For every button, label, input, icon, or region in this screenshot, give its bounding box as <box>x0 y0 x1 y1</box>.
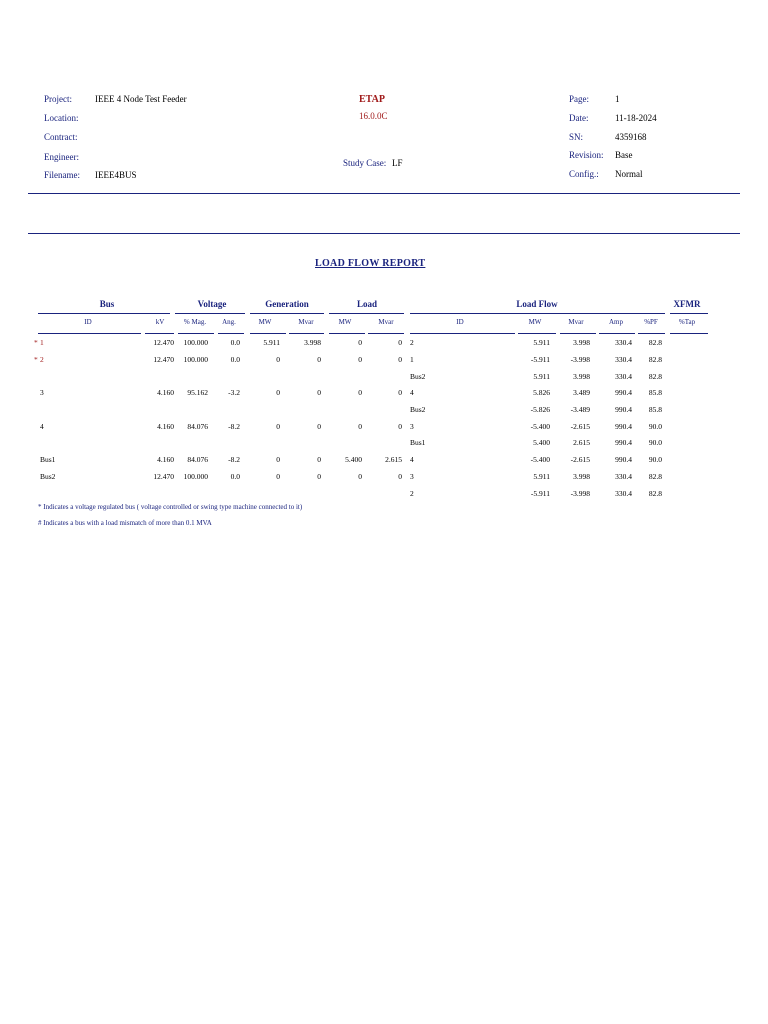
col-ang: Ang. <box>222 318 236 326</box>
cell-lf-mvar: -3.489 <box>570 405 590 414</box>
cell-load-mw: 0 <box>358 388 362 397</box>
cell-lf-mw: 5.911 <box>533 338 550 347</box>
col-load-mw: MW <box>338 318 352 326</box>
cell-pf: 82.8 <box>648 472 662 481</box>
cell-lf-mvar: 3.998 <box>573 338 590 347</box>
cell-kv: 4.160 <box>157 388 174 397</box>
cell-ang: -8.2 <box>228 422 240 431</box>
header-label-3: Engineer: <box>44 152 79 162</box>
col-gen-mvar-underline <box>289 333 324 334</box>
cell-mag: 95.162 <box>187 388 208 397</box>
app-version: 16.0.0C <box>359 111 388 121</box>
cell-lf-id: 3 <box>410 472 414 481</box>
cell-pf: 85.8 <box>648 405 662 414</box>
cell-load-mw: 0 <box>358 338 362 347</box>
cell-load-mw: 5.400 <box>345 455 362 464</box>
cell-gen-mw: 0 <box>276 355 280 364</box>
cell-gen-mvar: 0 <box>317 355 321 364</box>
cell-amp: 330.4 <box>615 338 632 347</box>
col-pf-underline <box>638 333 665 334</box>
cell-amp: 990.4 <box>615 438 632 447</box>
cell-amp: 330.4 <box>615 355 632 364</box>
cell-pf: 82.8 <box>648 338 662 347</box>
col-lf-id-underline <box>410 333 515 334</box>
cell-lf-mvar: -2.615 <box>570 422 590 431</box>
header-label-1: Location: <box>44 113 79 123</box>
cell-lf-id: 2 <box>410 489 414 498</box>
cell-amp: 330.4 <box>615 489 632 498</box>
cell-lf-mw: -5.826 <box>530 405 550 414</box>
col-id: ID <box>84 318 92 326</box>
cell-gen-mvar: 0 <box>317 472 321 481</box>
cell-mag: 100.000 <box>183 472 208 481</box>
xfmr-underline <box>670 313 708 314</box>
header-right-value-4: Normal <box>615 169 643 179</box>
cell-load-mvar: 0 <box>398 355 402 364</box>
header-right-label-0: Page: <box>569 94 589 104</box>
col-load-mw-underline <box>329 333 365 334</box>
cell-lf-mvar: -3.998 <box>570 489 590 498</box>
col-load-mvar-underline <box>368 333 404 334</box>
group-voltage: Voltage <box>197 299 227 309</box>
cell-amp: 330.4 <box>615 472 632 481</box>
cell-lf-mw: -5.400 <box>530 455 550 464</box>
voltage-underline <box>175 313 245 314</box>
header-right-label-3: Revision: <box>569 150 604 160</box>
col-amp: Amp <box>609 318 623 326</box>
cell-ang: -8.2 <box>228 455 240 464</box>
cell-ang: 0.0 <box>230 355 240 364</box>
col-lf-mvar: Mvar <box>568 318 584 326</box>
col-ang-underline <box>218 333 244 334</box>
col-tap: %Tap <box>678 318 696 326</box>
cell-pf: 82.8 <box>648 489 662 498</box>
cell-pf: 82.8 <box>648 372 662 381</box>
cell-load-mw: 0 <box>358 422 362 431</box>
load-flow-underline <box>410 313 665 314</box>
cell-lf-mvar: -2.615 <box>570 455 590 464</box>
cell-lf-id: Bus2 <box>410 405 426 414</box>
cell-kv: 12.470 <box>153 472 174 481</box>
col-gen-mw: MW <box>258 318 272 326</box>
note-load-mismatch: # Indicates a bus with a load mismatch of more than 0.1 MVA <box>38 519 212 527</box>
cell-lf-mw: 5.911 <box>533 472 550 481</box>
cell-amp: 990.4 <box>615 422 632 431</box>
col-lf-mw-underline <box>518 333 556 334</box>
cell-load-mvar: 2.615 <box>385 455 402 464</box>
cell-kv: 4.160 <box>157 422 174 431</box>
group-load-flow: Load Flow <box>516 299 558 309</box>
group-load: Load <box>356 299 377 309</box>
note-voltage-regulated: * Indicates a voltage regulated bus ( voltage controlled or swing type machine connected to it) <box>38 503 303 511</box>
cell-gen-mw: 0 <box>276 472 280 481</box>
cell-lf-mvar: 3.998 <box>573 372 590 381</box>
cell-id: 3 <box>40 388 44 397</box>
cell-lf-id: Bus1 <box>410 438 426 447</box>
cell-gen-mvar: 0 <box>317 455 321 464</box>
cell-mag: 100.000 <box>183 355 208 364</box>
header-label-0: Project: <box>44 94 72 104</box>
header-label-2: Contract: <box>44 132 78 142</box>
cell-load-mvar: 0 <box>398 472 402 481</box>
study-case-label: Study Case: <box>343 158 387 168</box>
header-right-value-1: 11-18-2024 <box>615 113 657 123</box>
cell-id: 1 <box>40 338 44 347</box>
cell-gen-mw: 0 <box>276 388 280 397</box>
app-name: ETAP <box>359 94 385 105</box>
header-divider-top <box>28 193 740 194</box>
cell-kv: 12.470 <box>153 355 174 364</box>
group-generation: Generation <box>265 299 309 309</box>
cell-lf-mw: 5.400 <box>533 438 550 447</box>
cell-load-mvar: 0 <box>398 388 402 397</box>
cell-amp: 330.4 <box>615 372 632 381</box>
cell-lf-mvar: 3.489 <box>573 388 590 397</box>
cell-lf-mw: -5.911 <box>530 489 550 498</box>
col-lf-mvar-underline <box>560 333 596 334</box>
cell-lf-mvar: 2.615 <box>573 438 590 447</box>
col-amp-underline <box>599 333 635 334</box>
header-value-4: IEEE4BUS <box>95 170 137 180</box>
load-underline <box>329 313 404 314</box>
bus-underline <box>38 313 170 314</box>
col-mag-underline <box>178 333 214 334</box>
header-right-label-4: Config.: <box>569 169 599 179</box>
cell-pf: 82.8 <box>648 355 662 364</box>
col-pf: %PF <box>644 318 658 326</box>
study-case-value: LF <box>392 158 403 168</box>
cell-lf-mw: -5.400 <box>530 422 550 431</box>
cell-gen-mvar: 0 <box>317 388 321 397</box>
cell-lf-id: 2 <box>410 338 414 347</box>
header-right-value-0: 1 <box>615 94 620 104</box>
cell-lf-mw: -5.911 <box>530 355 550 364</box>
regulated-mark: * <box>34 338 38 347</box>
report-title: LOAD FLOW REPORT <box>315 258 426 269</box>
cell-gen-mw: 0 <box>276 455 280 464</box>
cell-lf-id: 4 <box>410 455 414 464</box>
col-kv: kV <box>155 318 165 326</box>
header-right-label-1: Date: <box>569 113 589 123</box>
cell-id: 4 <box>40 422 44 431</box>
cell-gen-mvar: 3.998 <box>304 338 321 347</box>
group-bus: Bus <box>99 299 115 309</box>
cell-lf-mvar: 3.998 <box>573 472 590 481</box>
col-id-underline <box>38 333 141 334</box>
cell-mag: 84.076 <box>187 422 208 431</box>
cell-lf-mw: 5.826 <box>533 388 550 397</box>
cell-ang: 0.0 <box>230 472 240 481</box>
cell-load-mw: 0 <box>358 355 362 364</box>
cell-pf: 90.0 <box>648 422 662 431</box>
col-tap-underline <box>670 333 708 334</box>
cell-amp: 990.4 <box>615 388 632 397</box>
cell-lf-id: 1 <box>410 355 414 364</box>
cell-gen-mw: 5.911 <box>263 338 280 347</box>
cell-mag: 84.076 <box>187 455 208 464</box>
cell-mag: 100.000 <box>183 338 208 347</box>
cell-lf-mvar: -3.998 <box>570 355 590 364</box>
col-kv-underline <box>145 333 174 334</box>
cell-ang: 0.0 <box>230 338 240 347</box>
header-value-0: IEEE 4 Node Test Feeder <box>95 94 187 104</box>
regulated-mark: * <box>34 355 38 364</box>
cell-amp: 990.4 <box>615 405 632 414</box>
cell-kv: 12.470 <box>153 338 174 347</box>
cell-id: Bus2 <box>40 472 56 481</box>
cell-lf-id: Bus2 <box>410 372 426 381</box>
col-lf-mw: MW <box>528 318 542 326</box>
cell-pf: 90.0 <box>648 455 662 464</box>
cell-ang: -3.2 <box>228 388 240 397</box>
cell-pf: 85.8 <box>648 388 662 397</box>
cell-load-mvar: 0 <box>398 422 402 431</box>
cell-id: Bus1 <box>40 455 56 464</box>
col-mag: % Mag. <box>183 318 207 326</box>
header-label-4: Filename: <box>44 170 80 180</box>
header-right-value-2: 4359168 <box>615 132 647 142</box>
cell-pf: 90.0 <box>648 438 662 447</box>
cell-lf-mw: 5.911 <box>533 372 550 381</box>
cell-kv: 4.160 <box>157 455 174 464</box>
cell-gen-mvar: 0 <box>317 422 321 431</box>
group-xfmr: XFMR <box>673 299 701 309</box>
header-right-value-3: Base <box>615 150 633 160</box>
header-right-label-2: SN: <box>569 132 584 142</box>
col-lf-id: ID <box>456 318 464 326</box>
col-gen-mvar: Mvar <box>298 318 314 326</box>
cell-load-mw: 0 <box>358 472 362 481</box>
cell-amp: 990.4 <box>615 455 632 464</box>
cell-lf-id: 4 <box>410 388 414 397</box>
header-divider-bottom <box>28 233 740 234</box>
col-load-mvar: Mvar <box>378 318 394 326</box>
generation-underline <box>250 313 324 314</box>
cell-gen-mw: 0 <box>276 422 280 431</box>
cell-id: 2 <box>40 355 44 364</box>
col-gen-mw-underline <box>250 333 286 334</box>
cell-lf-id: 3 <box>410 422 414 431</box>
cell-load-mvar: 0 <box>398 338 402 347</box>
